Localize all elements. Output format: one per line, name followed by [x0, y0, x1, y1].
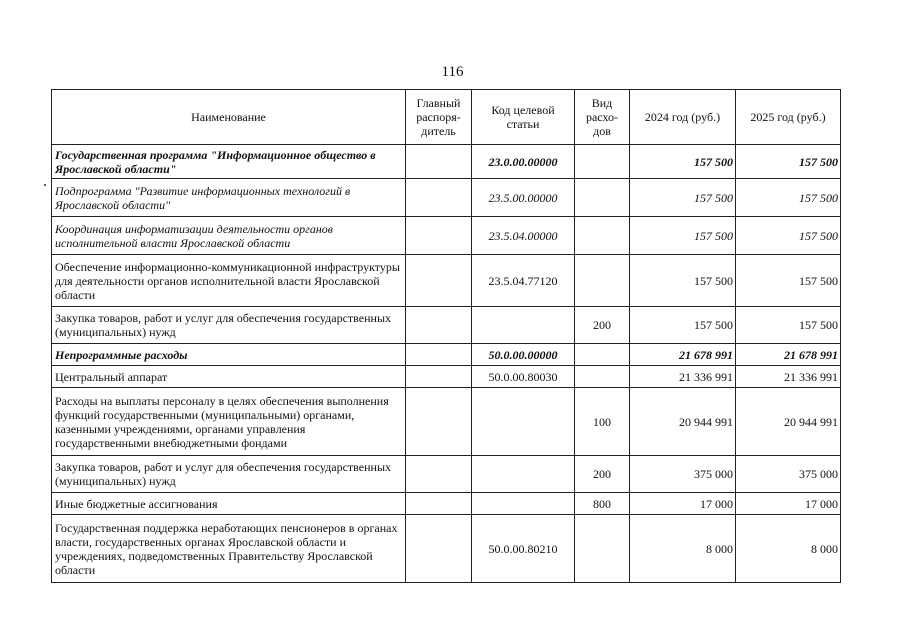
row-code: 23.5.04.77120	[472, 255, 575, 307]
row-name: Координация информатизации деятельности органов исполнительной власти Ярославской области	[52, 217, 406, 255]
row-2024: 157 500	[630, 179, 736, 217]
table-row	[52, 307, 841, 344]
row-2024: 8 000	[630, 515, 736, 583]
row-vid	[575, 179, 630, 217]
header-2025: 2025 год (руб.)	[736, 90, 841, 145]
table-row	[52, 217, 841, 255]
header-2024: 2024 год (руб.)	[630, 90, 736, 145]
row-vid	[575, 344, 630, 366]
row-vid	[575, 515, 630, 583]
row-vid: 200	[575, 307, 630, 344]
row-glav	[406, 493, 472, 515]
table-header-row	[52, 90, 841, 145]
header-name: Наименование	[52, 90, 406, 145]
row-name: Закупка товаров, работ и услуг для обеспечения государственных (муниципальных) нужд	[52, 307, 406, 344]
row-name: Иные бюджетные ассигнования	[52, 493, 406, 515]
row-name: Непрограммные расходы	[52, 344, 406, 366]
row-2024: 375 000	[630, 456, 736, 493]
row-glav	[406, 515, 472, 583]
row-2025: 157 500	[736, 217, 841, 255]
row-2024: 157 500	[630, 145, 736, 179]
row-2025: 20 944 991	[736, 388, 841, 456]
row-code: 23.5.04.00000	[472, 217, 575, 255]
table-row	[52, 388, 841, 456]
row-2024: 157 500	[630, 217, 736, 255]
row-vid	[575, 145, 630, 179]
row-2025: 375 000	[736, 456, 841, 493]
row-code: 23.0.00.00000	[472, 145, 575, 179]
row-code	[472, 307, 575, 344]
row-2025: 157 500	[736, 255, 841, 307]
row-name: Подпрограмма "Развитие информационных технологий в Ярославской области"	[52, 179, 406, 217]
table-row	[52, 179, 841, 217]
budget-table	[51, 89, 841, 583]
row-vid	[575, 255, 630, 307]
row-glav	[406, 388, 472, 456]
row-2024: 20 944 991	[630, 388, 736, 456]
row-code	[472, 456, 575, 493]
row-name: Обеспечение информационно-коммуникационной инфраструктуры для деятельности органов исполнительной власти Ярославской области	[52, 255, 406, 307]
row-glav	[406, 217, 472, 255]
table-row	[52, 344, 841, 366]
row-2025: 157 500	[736, 307, 841, 344]
row-code: 50.0.00.00000	[472, 344, 575, 366]
table-row	[52, 515, 841, 583]
row-2025: 157 500	[736, 145, 841, 179]
row-name: Расходы на выплаты персоналу в целях обеспечения выполнения функций государственными (муниципальными) органами, казенными учреждениями, органами управления государственными внебюджетными фондами	[52, 388, 406, 456]
table-row	[52, 255, 841, 307]
header-code: Код целевой статьи	[472, 90, 575, 145]
row-name: Государственная программа "Информационное общество в Ярославской области"	[52, 145, 406, 179]
header-glav: Главный распоря-дитель	[406, 90, 472, 145]
margin-dot	[44, 184, 46, 186]
row-2024: 21 336 991	[630, 366, 736, 388]
row-glav	[406, 255, 472, 307]
row-code: 50.0.00.80030	[472, 366, 575, 388]
row-2024: 21 678 991	[630, 344, 736, 366]
table-row	[52, 456, 841, 493]
row-glav	[406, 307, 472, 344]
row-vid	[575, 366, 630, 388]
table-row	[52, 366, 841, 388]
row-code	[472, 493, 575, 515]
row-vid: 200	[575, 456, 630, 493]
table-row	[52, 145, 841, 179]
row-2024: 157 500	[630, 255, 736, 307]
row-code: 50.0.00.80210	[472, 515, 575, 583]
row-code	[472, 388, 575, 456]
row-2024: 17 000	[630, 493, 736, 515]
row-glav	[406, 179, 472, 217]
row-glav	[406, 456, 472, 493]
row-2025: 21 336 991	[736, 366, 841, 388]
row-2025: 157 500	[736, 179, 841, 217]
row-name: Центральный аппарат	[52, 366, 406, 388]
row-name: Закупка товаров, работ и услуг для обеспечения государственных (муниципальных) нужд	[52, 456, 406, 493]
row-name: Государственная поддержка неработающих пенсионеров в органах власти, государственных органах Ярославской области и учреждениях, подведомственных Правительству Ярославской области	[52, 515, 406, 583]
row-glav	[406, 145, 472, 179]
table-row	[52, 493, 841, 515]
row-glav	[406, 366, 472, 388]
row-code: 23.5.00.00000	[472, 179, 575, 217]
row-vid: 800	[575, 493, 630, 515]
row-2024: 157 500	[630, 307, 736, 344]
row-2025: 17 000	[736, 493, 841, 515]
row-vid: 100	[575, 388, 630, 456]
row-2025: 8 000	[736, 515, 841, 583]
row-2025: 21 678 991	[736, 344, 841, 366]
row-glav	[406, 344, 472, 366]
page-number: 116	[441, 64, 464, 80]
header-vid: Вид расхо-дов	[575, 90, 630, 145]
row-vid	[575, 217, 630, 255]
